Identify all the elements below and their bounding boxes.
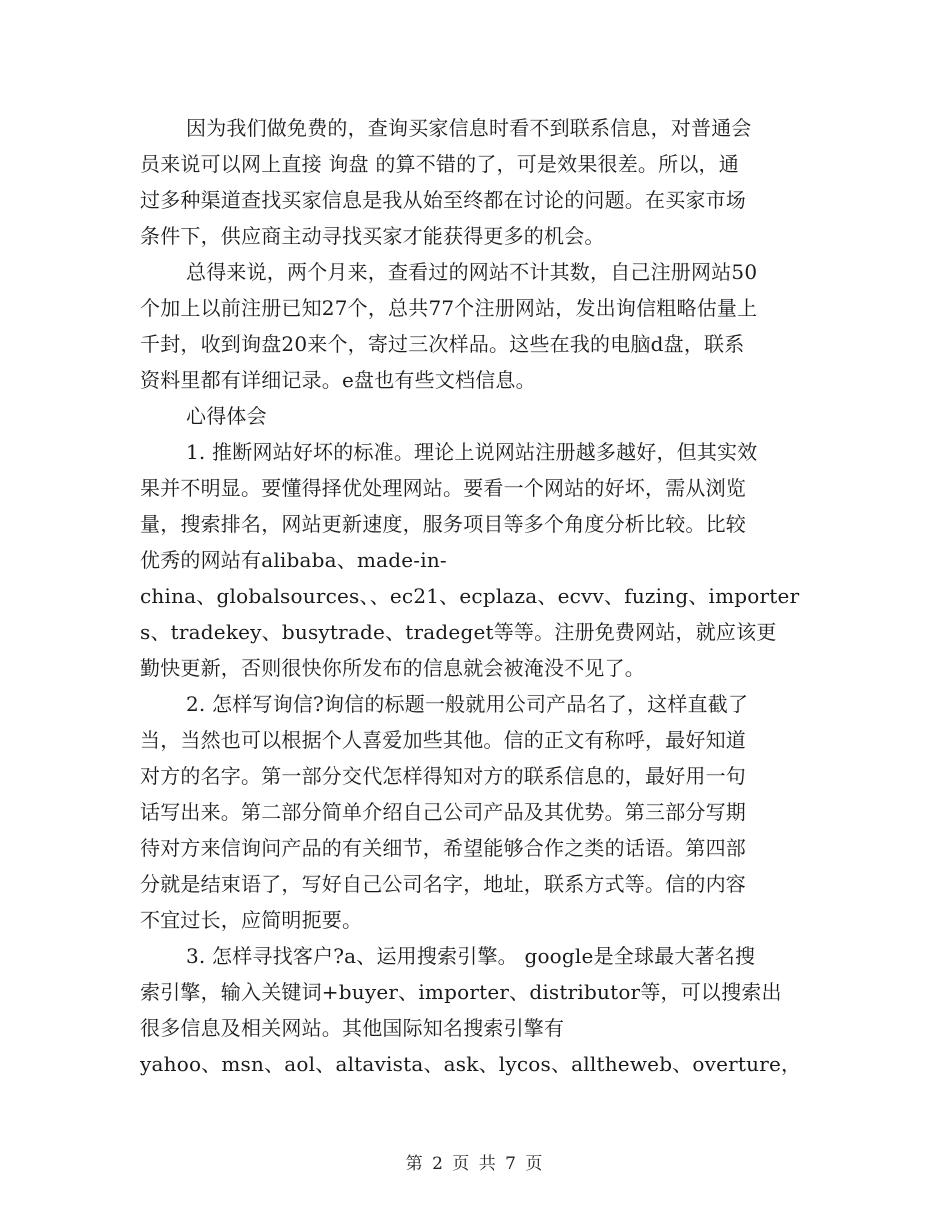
section-heading: 心得体会 xyxy=(186,404,267,428)
paragraph-line: yahoo、msn、aol、altavista、ask、lycos、alltheweb、overture， xyxy=(140,1052,802,1076)
paragraph-line: 优秀的网站有alibaba、made-in- xyxy=(140,548,447,572)
paragraph-line: 过多种渠道查找买家信息是我从始至终都在讨论的问题。在买家市场 xyxy=(140,188,746,212)
paragraph-line: 量，搜索排名，网站更新速度，服务项目等多个角度分析比较。比较 xyxy=(140,512,746,536)
paragraph-line: 2. 怎样写询信?询信的标题一般就用公司产品名了，这样直截了 xyxy=(186,692,749,716)
paragraph-line: 3. 怎样寻找客户?a、运用搜索引擎。 google是全球最大著名搜 xyxy=(186,944,756,968)
paragraph-line: 总得来说，两个月来，查看过的网站不计其数，自己注册网站50 xyxy=(186,260,758,284)
paragraph-line: 千封，收到询盘20来个，寄过三次样品。这些在我的电脑d盘，联系 xyxy=(140,332,745,356)
paragraph-line: 勤快更新，否则很快你所发布的信息就会被淹没不见了。 xyxy=(140,656,645,680)
body-text xyxy=(140,110,812,1082)
paragraph-line: 1. 推断网站好坏的标准。理论上说网站注册越多越好，但其实效 xyxy=(186,440,758,464)
paragraph-line: 待对方来信询问产品的有关细节，希望能够合作之类的话语。第四部 xyxy=(140,836,746,860)
paragraph-line: 索引擎，输入关键词+buyer、importer、distributor等，可以搜索出 xyxy=(140,980,782,1004)
paragraph-line: china、globalsources、、ec21、ecplaza、ecvv、fuzing、importer xyxy=(140,584,800,608)
paragraph-line: 条件下，供应商主动寻找买家才能获得更多的机会。 xyxy=(140,224,605,248)
paragraph-line: 对方的名字。第一部分交代怎样得知对方的联系信息的，最好用一句 xyxy=(140,764,746,788)
paragraph-line: 话写出来。第二部分简单介绍自己公司产品及其优势。第三部分写期 xyxy=(140,800,746,824)
paragraph-line: 因为我们做免费的，查询买家信息时看不到联系信息，对普通会 xyxy=(186,116,752,140)
paragraph-line: 个加上以前注册已知27个，总共77个注册网站，发出询信粗略估量上 xyxy=(140,296,758,320)
paragraph-line: 很多信息及相关网站。其他国际知名搜索引擎有 xyxy=(140,1016,565,1040)
page-number: 第 2 页 共 7 页 xyxy=(405,1154,545,1174)
paragraph-line: s、tradekey、busytrade、tradeget等等。注册免费网站，就应该更 xyxy=(140,620,777,644)
paragraph-line: 当，当然也可以根据个人喜爱加些其他。信的正文有称呼，最好知道 xyxy=(140,728,746,752)
paragraph-line: 不宜过长，应简明扼要。 xyxy=(140,908,363,932)
paragraph-line: 资料里都有详细记录。e盘也有些文档信息。 xyxy=(140,368,536,392)
paragraph-line: 员来说可以网上直接 询盘 的算不错的了，可是效果很差。所以，通 xyxy=(140,152,739,176)
paragraph-line: 分就是结束语了，写好自己公司名字，地址，联系方式等。信的内容 xyxy=(140,872,746,896)
paragraph-line: 果并不明显。要懂得择优处理网站。要看一个网站的好坏，需从浏览 xyxy=(140,476,746,500)
